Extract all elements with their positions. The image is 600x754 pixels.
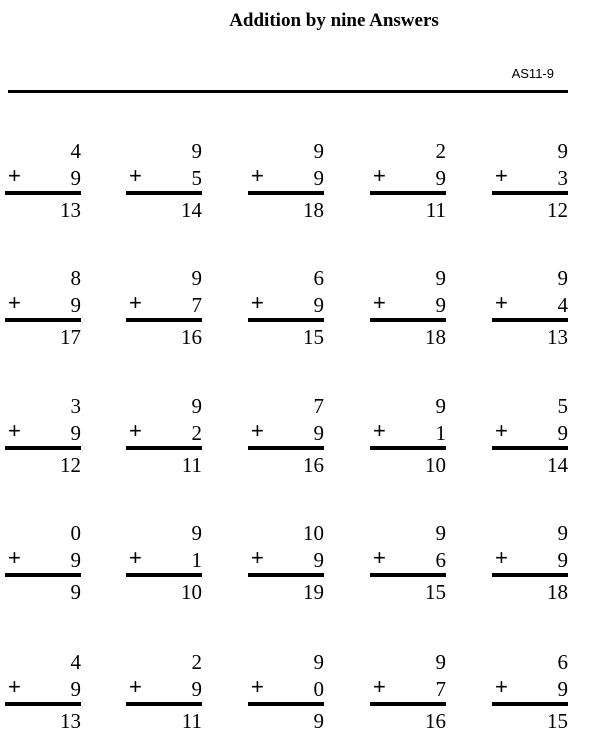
bottom-addend: 1 <box>435 421 446 445</box>
bottom-addend: 0 <box>313 677 324 701</box>
plus-sign: + <box>373 418 386 443</box>
sum-line <box>126 446 202 450</box>
plus-sign: + <box>495 290 508 315</box>
top-addend: 9 <box>435 266 446 290</box>
worksheet-code: AS11-9 <box>511 66 554 81</box>
sum-answer: 12 <box>547 198 568 222</box>
bottom-addend: 3 <box>557 166 568 190</box>
addition-problem <box>248 650 324 742</box>
addition-problem <box>492 650 568 742</box>
top-addend: 3 <box>70 394 81 418</box>
bottom-addend: 7 <box>435 677 446 701</box>
top-addend: 4 <box>70 650 81 674</box>
top-addend: 9 <box>435 394 446 418</box>
sum-line <box>126 702 202 706</box>
bottom-addend: 6 <box>435 548 446 572</box>
top-addend: 0 <box>70 521 81 545</box>
worksheet-title: Addition by nine Answers <box>229 10 439 31</box>
addition-problem <box>248 394 324 486</box>
addition-problem <box>5 139 81 231</box>
sum-line <box>5 446 81 450</box>
sum-line <box>5 702 81 706</box>
sum-line <box>5 573 81 577</box>
bottom-addend: 1 <box>191 548 202 572</box>
sum-answer: 14 <box>547 453 568 477</box>
sum-line <box>5 191 81 195</box>
header-divider <box>8 90 568 93</box>
sum-answer: 16 <box>425 709 446 733</box>
bottom-addend: 9 <box>435 166 446 190</box>
top-addend: 5 <box>557 394 568 418</box>
bottom-addend: 9 <box>70 548 81 572</box>
sum-line <box>126 573 202 577</box>
sum-answer: 16 <box>181 325 202 349</box>
sum-answer: 14 <box>181 198 202 222</box>
plus-sign: + <box>8 290 21 315</box>
sum-answer: 11 <box>181 453 202 477</box>
addition-problem <box>126 394 202 486</box>
sum-line <box>126 191 202 195</box>
addition-problem <box>126 650 202 742</box>
sum-line <box>248 318 324 322</box>
bottom-addend: 2 <box>191 421 202 445</box>
bottom-addend: 4 <box>557 293 568 317</box>
bottom-addend: 9 <box>70 293 81 317</box>
bottom-addend: 9 <box>70 677 81 701</box>
addition-problem <box>492 266 568 358</box>
plus-sign: + <box>373 545 386 570</box>
top-addend: 9 <box>435 650 446 674</box>
top-addend: 6 <box>557 650 568 674</box>
top-addend: 9 <box>191 139 202 163</box>
bottom-addend: 9 <box>435 293 446 317</box>
sum-answer: 15 <box>547 709 568 733</box>
addition-problem <box>5 266 81 358</box>
bottom-addend: 9 <box>313 293 324 317</box>
top-addend: 4 <box>70 139 81 163</box>
top-addend: 9 <box>191 266 202 290</box>
sum-answer: 19 <box>303 580 324 604</box>
sum-line <box>370 191 446 195</box>
top-addend: 10 <box>303 521 324 545</box>
plus-sign: + <box>129 290 142 315</box>
plus-sign: + <box>373 163 386 188</box>
sum-answer: 9 <box>313 709 324 733</box>
top-addend: 9 <box>557 139 568 163</box>
addition-problem <box>370 266 446 358</box>
sum-line <box>370 318 446 322</box>
addition-problem <box>248 139 324 231</box>
plus-sign: + <box>495 674 508 699</box>
addition-problem <box>126 521 202 613</box>
bottom-addend: 9 <box>313 548 324 572</box>
addition-problem <box>492 139 568 231</box>
sum-answer: 13 <box>60 709 81 733</box>
plus-sign: + <box>373 674 386 699</box>
plus-sign: + <box>129 674 142 699</box>
bottom-addend: 5 <box>191 166 202 190</box>
plus-sign: + <box>251 290 264 315</box>
top-addend: 8 <box>70 266 81 290</box>
sum-answer: 9 <box>70 580 81 604</box>
bottom-addend: 9 <box>313 166 324 190</box>
sum-line <box>248 702 324 706</box>
sum-line <box>370 702 446 706</box>
top-addend: 2 <box>191 650 202 674</box>
addition-problem <box>5 521 81 613</box>
plus-sign: + <box>251 674 264 699</box>
plus-sign: + <box>8 418 21 443</box>
bottom-addend: 9 <box>557 677 568 701</box>
top-addend: 7 <box>313 394 324 418</box>
addition-problem <box>370 521 446 613</box>
bottom-addend: 9 <box>70 166 81 190</box>
top-addend: 9 <box>435 521 446 545</box>
plus-sign: + <box>8 545 21 570</box>
sum-answer: 11 <box>425 198 446 222</box>
sum-line <box>248 446 324 450</box>
sum-line <box>5 318 81 322</box>
addition-problem <box>370 139 446 231</box>
sum-answer: 17 <box>60 325 81 349</box>
sum-line <box>492 446 568 450</box>
sum-line <box>126 318 202 322</box>
addition-problem <box>248 266 324 358</box>
plus-sign: + <box>373 290 386 315</box>
sum-answer: 13 <box>60 198 81 222</box>
bottom-addend: 9 <box>313 421 324 445</box>
top-addend: 9 <box>191 521 202 545</box>
sum-line <box>370 573 446 577</box>
addition-problem <box>492 521 568 613</box>
sum-line <box>248 573 324 577</box>
bottom-addend: 9 <box>557 548 568 572</box>
sum-answer: 10 <box>181 580 202 604</box>
plus-sign: + <box>129 545 142 570</box>
sum-line <box>492 318 568 322</box>
sum-answer: 15 <box>425 580 446 604</box>
top-addend: 9 <box>313 139 324 163</box>
sum-answer: 13 <box>547 325 568 349</box>
sum-line <box>370 446 446 450</box>
sum-answer: 12 <box>60 453 81 477</box>
plus-sign: + <box>495 163 508 188</box>
top-addend: 9 <box>313 650 324 674</box>
sum-line <box>492 702 568 706</box>
plus-sign: + <box>129 163 142 188</box>
plus-sign: + <box>251 545 264 570</box>
plus-sign: + <box>495 418 508 443</box>
sum-answer: 18 <box>547 580 568 604</box>
plus-sign: + <box>251 163 264 188</box>
addition-problem <box>126 266 202 358</box>
sum-line <box>492 191 568 195</box>
top-addend: 9 <box>557 266 568 290</box>
sum-answer: 18 <box>425 325 446 349</box>
addition-problem <box>126 139 202 231</box>
sum-answer: 11 <box>181 709 202 733</box>
top-addend: 6 <box>313 266 324 290</box>
sum-line <box>492 573 568 577</box>
sum-answer: 10 <box>425 453 446 477</box>
addition-problem <box>5 650 81 742</box>
sum-line <box>248 191 324 195</box>
bottom-addend: 9 <box>557 421 568 445</box>
plus-sign: + <box>251 418 264 443</box>
plus-sign: + <box>495 545 508 570</box>
addition-problem <box>370 650 446 742</box>
plus-sign: + <box>8 163 21 188</box>
bottom-addend: 9 <box>70 421 81 445</box>
addition-problem <box>248 521 324 613</box>
top-addend: 9 <box>191 394 202 418</box>
addition-problem <box>370 394 446 486</box>
sum-answer: 18 <box>303 198 324 222</box>
plus-sign: + <box>8 674 21 699</box>
bottom-addend: 7 <box>191 293 202 317</box>
addition-problem <box>5 394 81 486</box>
plus-sign: + <box>129 418 142 443</box>
top-addend: 2 <box>435 139 446 163</box>
sum-answer: 15 <box>303 325 324 349</box>
sum-answer: 16 <box>303 453 324 477</box>
top-addend: 9 <box>557 521 568 545</box>
addition-problem <box>492 394 568 486</box>
bottom-addend: 9 <box>191 677 202 701</box>
